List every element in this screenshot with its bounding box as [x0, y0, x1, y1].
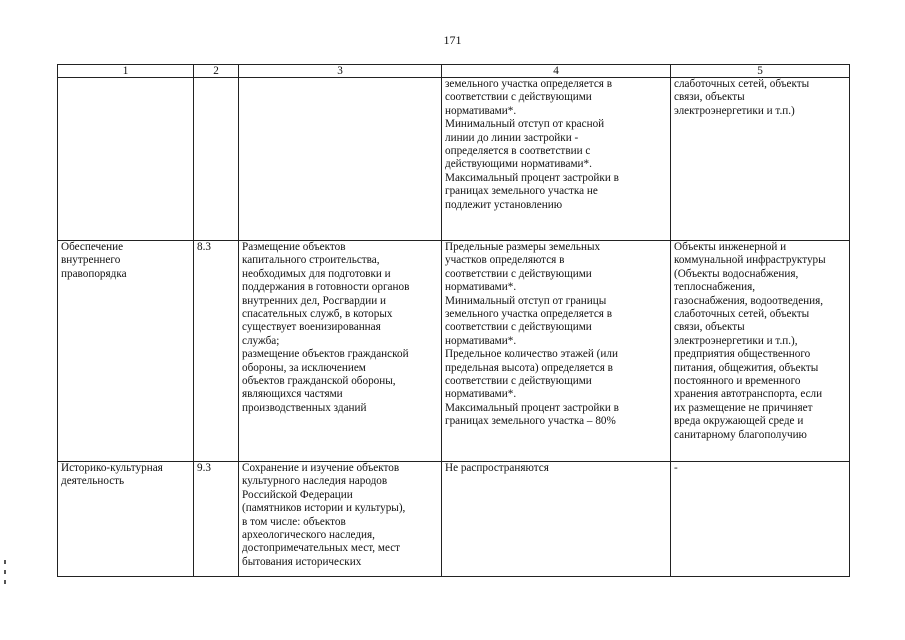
cell-text-line: питания, общежития, объекты — [674, 361, 819, 374]
cell-text-line: теплоснабжения, — [674, 281, 756, 294]
cell-text-line: связи, объекты — [674, 321, 745, 334]
cell-text-line: в том числе: объектов — [242, 515, 346, 528]
cell-text-line: участков определяются в — [445, 254, 565, 267]
cell-text-line: обороны, за исключением — [242, 361, 366, 374]
description-cell — [239, 78, 442, 241]
cell-text-line: правопорядка — [61, 267, 127, 280]
margin-scan-marks — [4, 560, 6, 590]
cell-text-line: Российской Федерации — [242, 488, 353, 501]
cell-text-line: Размещение объектов — [242, 241, 346, 253]
cell-text-line: капитального строительства, — [242, 254, 380, 267]
use-type-cell — [58, 462, 194, 577]
cell-text-line: производственных зданий — [242, 401, 367, 414]
cell-text-line: Историко-культурная — [61, 462, 163, 474]
cell-text-line: внутреннего — [61, 254, 121, 267]
regulations-table — [57, 64, 850, 577]
cell-text-line: предприятия общественного — [674, 348, 811, 361]
cell-text-line: Минимальный отступ от красной — [445, 118, 605, 131]
cell-text-line: определяется в соответствии с — [445, 145, 591, 158]
cell-text-line: земельного участка определяется в — [445, 78, 613, 90]
ancillary-uses-cell — [671, 462, 850, 577]
cell-text-line: нормативами*. — [445, 388, 517, 401]
cell-text-line: (памятников истории и культуры), — [242, 502, 406, 515]
column-header: 2 — [194, 65, 239, 78]
cell-text-line: служба; — [242, 334, 280, 347]
cell-text-line: спасательных служб, в которых — [242, 308, 393, 321]
cell-text-line: границах земельного участка не — [445, 185, 598, 198]
cell-text-line: существует военизированная — [242, 321, 381, 334]
cell-text-line: поддержания в готовности органов — [242, 281, 410, 294]
cell-text-line: необходимых для подготовки и — [242, 267, 391, 280]
cell-text-line: Предельное количество этажей (или — [445, 348, 618, 361]
cell-text-line: Объекты инженерной и — [674, 241, 787, 253]
cell-text-line: (Объекты водоснабжения, — [674, 267, 799, 280]
description-cell — [239, 462, 442, 577]
cell-text-line: - — [674, 462, 678, 474]
parameters-cell — [442, 462, 671, 577]
page-number: 171 — [443, 33, 462, 47]
cell-text-line: санитарному благополучию — [674, 428, 807, 441]
cell-text-line: археологического наследия, — [242, 529, 375, 542]
cell-text-line: газоснабжения, водоотведения, — [674, 294, 824, 307]
column-header: 4 — [442, 65, 671, 78]
cell-text-line: нормативами*. — [445, 104, 517, 117]
cell-text-line: бытования исторических — [242, 555, 362, 568]
cell-text-line: Предельные размеры земельных — [445, 241, 601, 253]
ancillary-uses-cell — [671, 78, 850, 241]
cell-text-line: соответствии с действующими — [445, 267, 592, 280]
cell-text-line: нормативами*. — [445, 281, 517, 294]
description-cell — [239, 241, 442, 462]
table-header-row — [58, 65, 850, 78]
table-row — [58, 78, 850, 241]
cell-text-line: связи, объекты — [674, 91, 745, 104]
cell-text-line: их размещение не причиняет — [674, 401, 813, 414]
column-header: 5 — [671, 65, 850, 78]
cell-text-line: деятельность — [61, 475, 125, 488]
table-row — [58, 462, 850, 577]
cell-text-line: внутренних дел, Росгвардии и — [242, 294, 387, 307]
cell-text-line: хранения автотранспорта, если — [674, 388, 823, 401]
cell-text-line: постоянного и временного — [674, 375, 801, 388]
cell-text-line: являющихся частями — [242, 388, 343, 401]
code-cell — [194, 241, 239, 462]
cell-text-line: электроэнергетики и т.п.) — [674, 104, 795, 117]
cell-text-line: подлежит установлению — [445, 198, 563, 211]
use-type-cell — [58, 78, 194, 241]
cell-text-line: Обеспечение — [61, 241, 124, 253]
cell-text-line: Максимальный процент застройки в — [445, 171, 619, 184]
cell-text-line: земельного участка определяется в — [445, 308, 613, 321]
cell-text-line: размещение объектов гражданской — [242, 348, 409, 361]
cell-text-line: Минимальный отступ от границы — [445, 294, 607, 307]
cell-text-line: соответствии с действующими — [445, 91, 592, 104]
cell-text-line: нормативами*. — [445, 334, 517, 347]
cell-text-line: коммунальной инфраструктуры — [674, 254, 826, 267]
code-cell — [194, 462, 239, 577]
cell-text-line: действующими нормативами*. — [445, 158, 592, 171]
code-cell — [194, 78, 239, 241]
use-type-cell — [58, 241, 194, 462]
cell-text-line: электроэнергетики и т.п.), — [674, 334, 798, 347]
cell-text-line: достопримечательных мест, мест — [242, 542, 401, 555]
table-row — [58, 241, 850, 462]
cell-text-line: линии до линии застройки - — [445, 131, 579, 144]
cell-text-line: культурного наследия народов — [242, 475, 388, 488]
cell-text-line: соответствии с действующими — [445, 375, 592, 388]
column-header: 1 — [58, 65, 194, 78]
cell-text-line: соответствии с действующими — [445, 321, 592, 334]
cell-text-line: 8.3 — [197, 241, 211, 253]
cell-text-line: вреда окружающей среде и — [674, 415, 804, 428]
cell-text-line: слаботочных сетей, объекты — [674, 308, 810, 321]
cell-text-line: предельная высота) определяется в — [445, 361, 613, 374]
cell-text-line: Максимальный процент застройки в — [445, 401, 619, 414]
cell-text-line: Сохранение и изучение объектов — [242, 462, 400, 474]
column-header: 3 — [239, 65, 442, 78]
cell-text-line: объектов гражданской обороны, — [242, 375, 396, 388]
cell-text-line: 9.3 — [197, 462, 211, 474]
cell-text-line: границах земельного участка – 80% — [445, 415, 616, 428]
parameters-cell — [442, 78, 671, 241]
cell-text-line: слаботочных сетей, объекты — [674, 78, 810, 90]
ancillary-uses-cell — [671, 241, 850, 462]
parameters-cell — [442, 241, 671, 462]
cell-text-line: Не распространяются — [445, 462, 549, 474]
